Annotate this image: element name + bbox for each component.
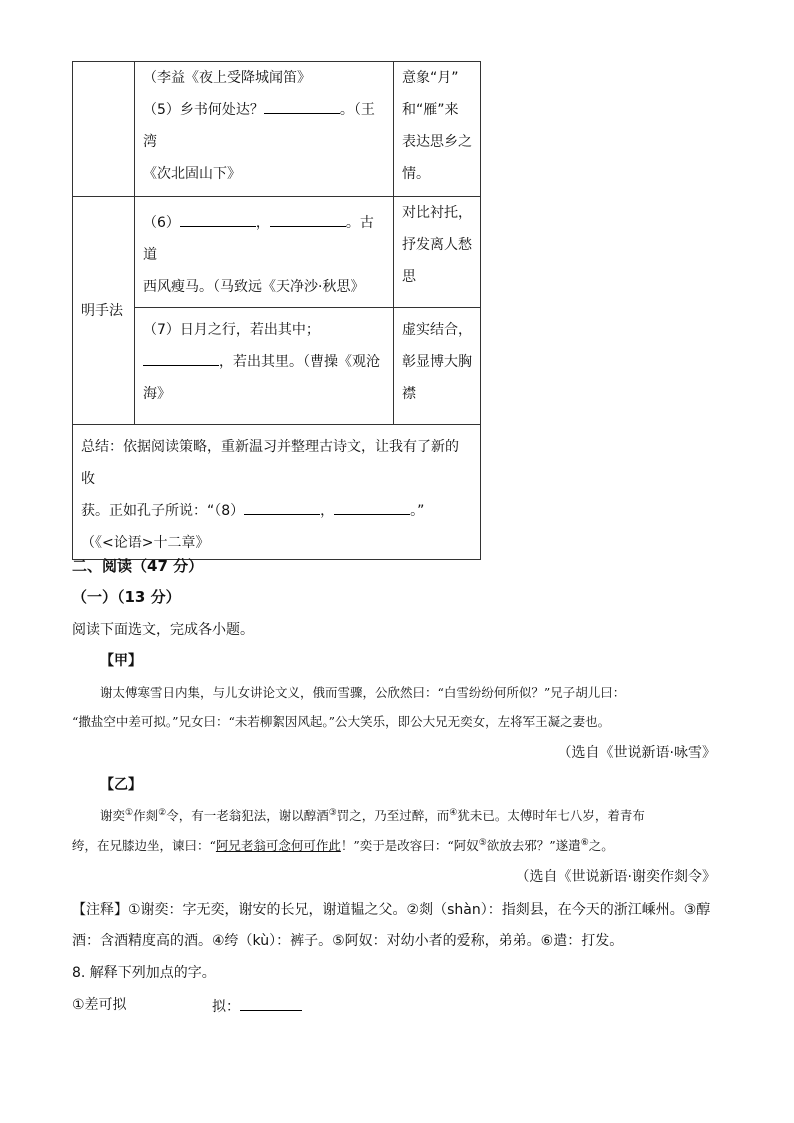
passage-line: 谢奕①作剡②令，有一老翁犯法，谢以醇酒③罚之，乃至过醉，而④犹未已。太傅时年七八岁，着青布 — [100, 807, 645, 823]
technique-cell: 对比衬托， 抒发离人愁 思 — [394, 197, 481, 308]
category-cell-empty — [73, 62, 135, 197]
notes-line: 【注释】①谢奕：字无奕，谢安的长兄，谢道韫之父。②剡（shàn）：指剡县，在今天的浙江嵊州。③醇 — [72, 902, 711, 918]
poem-line: （7）日月之行，若出其中； — [143, 322, 320, 338]
poem-line: ，若出其里。（曹操《观沧 — [143, 346, 385, 378]
table-row — [73, 308, 481, 425]
question-8: 8. 解释下列加点的字。 — [72, 965, 216, 981]
passage-source: （选自《世说新语·咏雪》 — [557, 745, 716, 761]
question-item: ①差可拟 — [72, 997, 127, 1013]
answer-blank[interactable] — [244, 498, 320, 515]
summary-line: （《<论语>十二章》 — [81, 535, 210, 551]
answer-blank[interactable] — [264, 97, 340, 114]
subsection-heading: （一）（13 分） — [72, 588, 181, 606]
passage-label-yi: 【乙】 — [100, 777, 142, 793]
poem-line: 西风瘦马。（马致远《天净沙·秋思》 — [143, 279, 365, 295]
answer-blank[interactable] — [180, 210, 256, 227]
answer-blank[interactable] — [143, 349, 219, 366]
summary-cell — [73, 425, 481, 560]
passage-line: 绔，在兄膝边坐，谏曰：“阿兄老翁可念何可作此！”奕于是改容曰：“阿奴⑤欲放去邪？”遂遣⑥之。 — [72, 837, 614, 853]
poem-line: 海》 — [143, 386, 171, 402]
passage-source: （选自《世说新语·谢奕作剡令》 — [515, 869, 716, 885]
poem-line: （李益《夜上受降城闻笛》 — [143, 70, 311, 86]
notes-line: 酒：含酒精度高的酒。④绔（kù）：裤子。⑤阿奴：对幼小者的爱称，弟弟。⑥遣：打发。 — [72, 933, 624, 949]
answer-blank[interactable] — [240, 994, 302, 1011]
poem-line: （6） ， 。古道 — [143, 207, 385, 271]
passage-label-jia: 【甲】 — [100, 653, 142, 669]
instruction: 阅读下面选文，完成各小题。 — [72, 622, 254, 638]
passage-line: 谢太傅寒雪日内集，与儿女讲论文义，俄而雪骤，公欣然曰：“白雪纷纷何所似？”兄子胡儿曰： — [100, 685, 626, 700]
summary-line: 总结：依据阅读策略，重新温习并整理古诗文，让我有了新的收 — [81, 439, 459, 487]
answer-blank[interactable] — [270, 210, 346, 227]
answer-label: 拟： — [212, 994, 302, 1016]
summary-line: 获。正如孔子所说：“（8） ， 。” — [81, 495, 472, 527]
underlined-sentence: 阿兄老翁可念何可作此 — [215, 838, 341, 853]
section-heading: 二、阅读（47 分） — [72, 557, 204, 575]
answer-blank[interactable] — [334, 498, 410, 515]
table-row — [73, 425, 481, 560]
poem-line: 《次北固山下》 — [143, 166, 241, 182]
technique-cell: 意象“月” 和“雁”来 表达思乡之 情。 — [394, 62, 481, 197]
poem-cell — [135, 308, 394, 425]
poem-cell — [135, 62, 394, 197]
poem-cell — [135, 197, 394, 308]
table-row — [73, 62, 481, 197]
poem-line: （5）乡书何处达？ 。（王湾 — [143, 94, 385, 158]
technique-cell: 虚实结合， 彰显博大胸 襟 — [394, 308, 481, 425]
passage-line: “撒盐空中差可拟。”兄女曰：“未若柳絮因风起。”公大笑乐，即公大兄无奕女，左将军王凝之妻也。 — [72, 714, 611, 729]
category-cell: 明手法 — [73, 197, 135, 425]
table-row — [73, 197, 481, 308]
poem-review-table — [72, 61, 481, 560]
